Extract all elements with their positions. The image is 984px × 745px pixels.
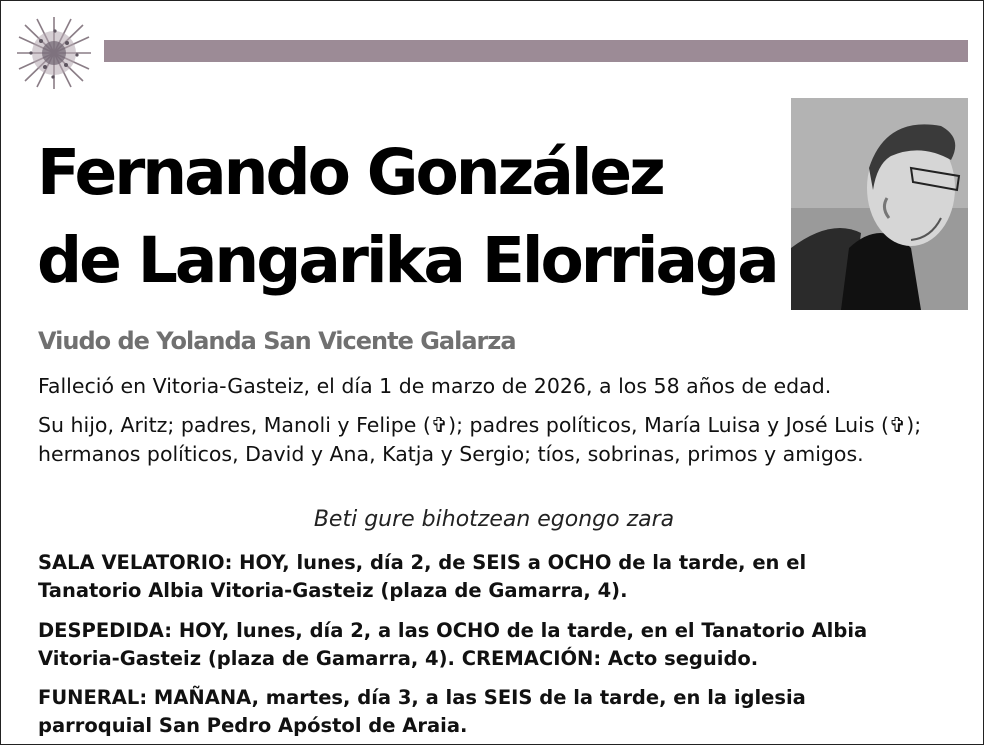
- header-rule: [104, 40, 968, 62]
- name-line-2: de Langarika Elorriaga: [37, 224, 777, 297]
- wake-line-1: SALA VELATORIO: HOY, lunes, día 2, de SEIS a OCHO de la tarde, en el: [38, 551, 807, 574]
- farewell-line-2: Vitoria-Gasteiz (plaza de Gamarra, 4). CREMACIÓN: Acto seguido.: [38, 647, 759, 670]
- name-line-1: Fernando González: [37, 136, 663, 209]
- death-notice: Falleció en Vitoria-Gasteiz, el día 1 de marzo de 2026, a los 58 años de edad.: [38, 374, 832, 398]
- deceased-name: [37, 129, 777, 305]
- family-list: Su hijo, Aritz; padres, Manoli y Felipe (✞); padres políticos, María Luisa y José Luis (✞); hermanos políticos, David y Ana, Katja y Sergio; tíos, sobrinas, primos y amigos.: [38, 413, 922, 466]
- funeral-line-1: FUNERAL: MAÑANA, martes, día 3, a las SEIS de la tarde, en la iglesia: [38, 686, 806, 709]
- farewell-info: [38, 617, 958, 673]
- farewell-line-1: DESPEDIDA: HOY, lunes, día 2, a las OCHO de la tarde, en el Tanatorio Albia: [38, 619, 868, 642]
- funeral-info: [38, 684, 958, 740]
- wake-info: [38, 549, 958, 605]
- subtitle: Viudo de Yolanda San Vicente Galarza: [38, 327, 516, 355]
- motto: Beti gure bihotzean egongo zara: [313, 507, 675, 532]
- portrait-photo: [791, 98, 968, 310]
- flower-ornament-icon: [11, 13, 97, 93]
- wake-line-2: Tanatorio Albia Vitoria-Gasteiz (plaza de Gamarra, 4).: [38, 579, 628, 602]
- funeral-line-2: parroquial San Pedro Apóstol de Araia.: [38, 714, 468, 737]
